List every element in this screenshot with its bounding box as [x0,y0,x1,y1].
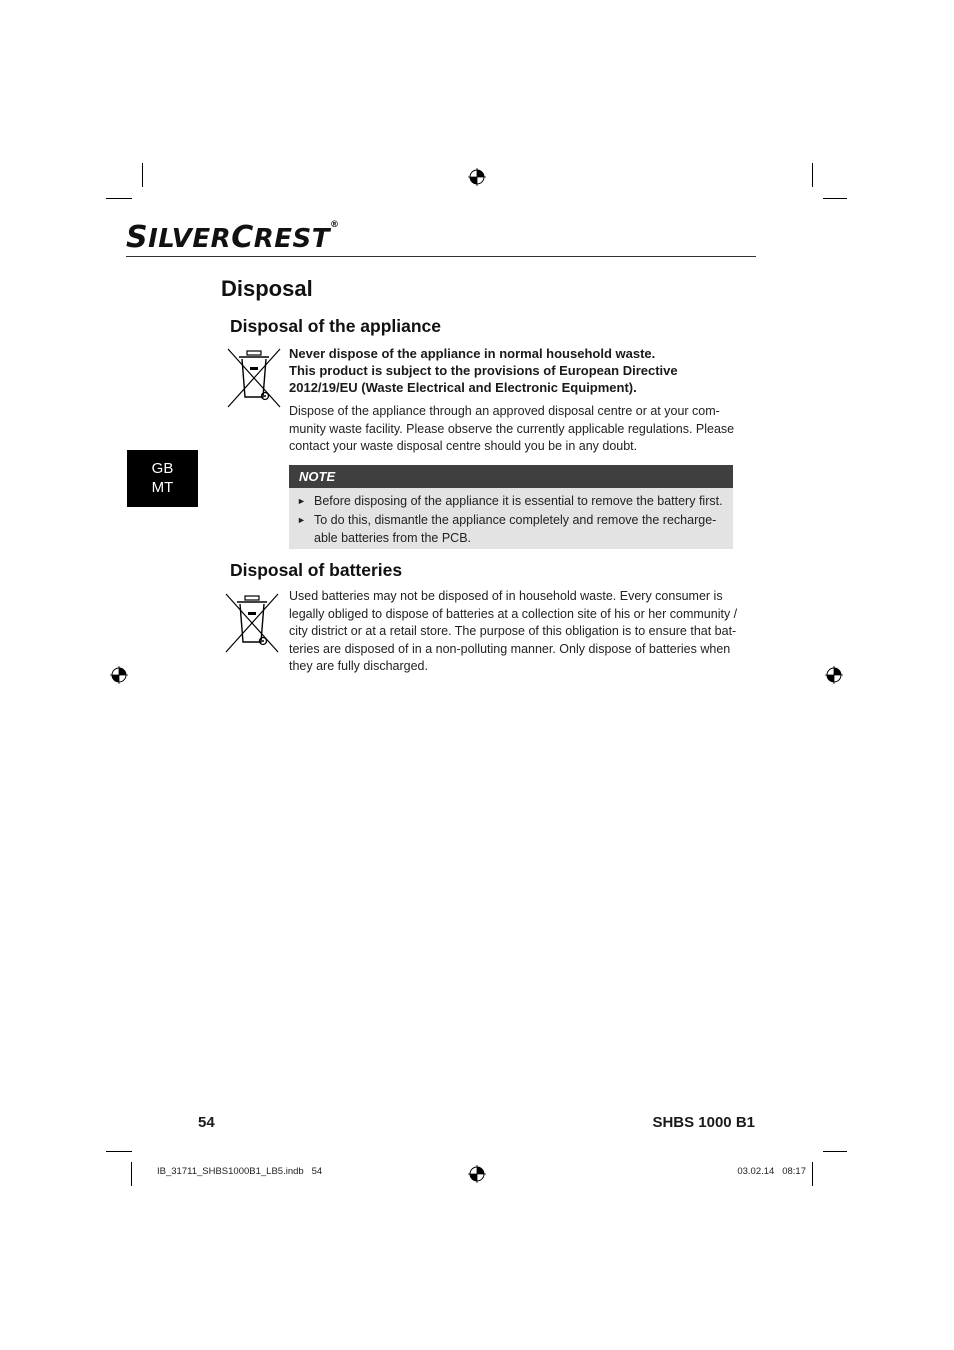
crop-mark [823,1151,847,1152]
warning-line: Never dispose of the appliance in normal household waste. [289,346,656,361]
warning-line: This product is subject to the provisions of European Directive [289,363,678,378]
note-item-text: To do this, dismantle the appliance completely and remove the recharge- [314,513,717,527]
body-line: teries are disposed of in a non-polluting manner. Only dispose of batteries when [289,641,731,656]
body-line: Used batteries may not be disposed of in household waste. Every consumer is [289,589,723,603]
note-item-text: Before disposing of the appliance it is essential to remove the battery first. [314,494,723,508]
crop-mark [106,198,132,199]
page-title: Disposal [221,276,313,301]
note-item-text: able batteries from the PCB. [314,530,472,545]
note-item [297,512,727,547]
body-line: Dispose of the appliance through an approved disposal centre or at your com- [289,404,720,418]
brand-logo: SILVERCREST® [126,220,340,255]
registration-mark-icon [468,1165,486,1183]
note-heading: NOTE [289,465,733,488]
crossed-out-wheelie-bin-icon [226,347,282,409]
body-line: munity waste facility. Please observe the currently applicable regulations. Please [289,421,735,436]
warning-line: 2012/19/EU (Waste Electrical and Electronic Equipment). [289,380,637,395]
page-number: 54 [198,1114,215,1131]
print-slug-file: IB_31711_SHBS1000B1_LB5.indb 54 [157,1166,323,1177]
crop-mark [106,1151,132,1152]
registration-mark-icon [825,666,843,684]
appliance-warning [289,345,739,396]
body-line: city district or at a retail store. The purpose of this obligation is to ensure that bat- [289,624,737,638]
crop-mark [812,1162,813,1186]
arrow-right-icon: ► [297,496,306,506]
registration-mark-icon [110,666,128,684]
crossed-out-wheelie-bin-icon [224,592,280,654]
language-tab [127,450,198,507]
language-code: MT [151,479,174,496]
batteries-body [289,588,739,676]
section-heading-appliance: Disposal of the appliance [230,316,442,336]
body-line: legally obliged to dispose of batteries at a collection site of his or her community / [289,606,738,621]
language-code: GB [151,460,174,477]
crop-mark [812,163,813,187]
registration-mark-icon [468,168,486,186]
arrow-right-icon: ► [297,515,306,525]
section-heading-batteries: Disposal of batteries [230,560,403,580]
body-line: they are fully discharged. [289,659,428,673]
print-slug-timestamp: 03.02.14 08:17 [737,1166,806,1177]
crop-mark [823,198,847,199]
crop-mark [142,163,143,187]
body-line: contact your waste disposal centre should you be in any doubt. [289,439,638,453]
note-item [297,493,727,511]
header-rule [126,256,756,257]
crop-mark [131,1162,132,1186]
model-number: SHBS 1000 B1 [652,1114,755,1131]
appliance-body [289,403,739,456]
